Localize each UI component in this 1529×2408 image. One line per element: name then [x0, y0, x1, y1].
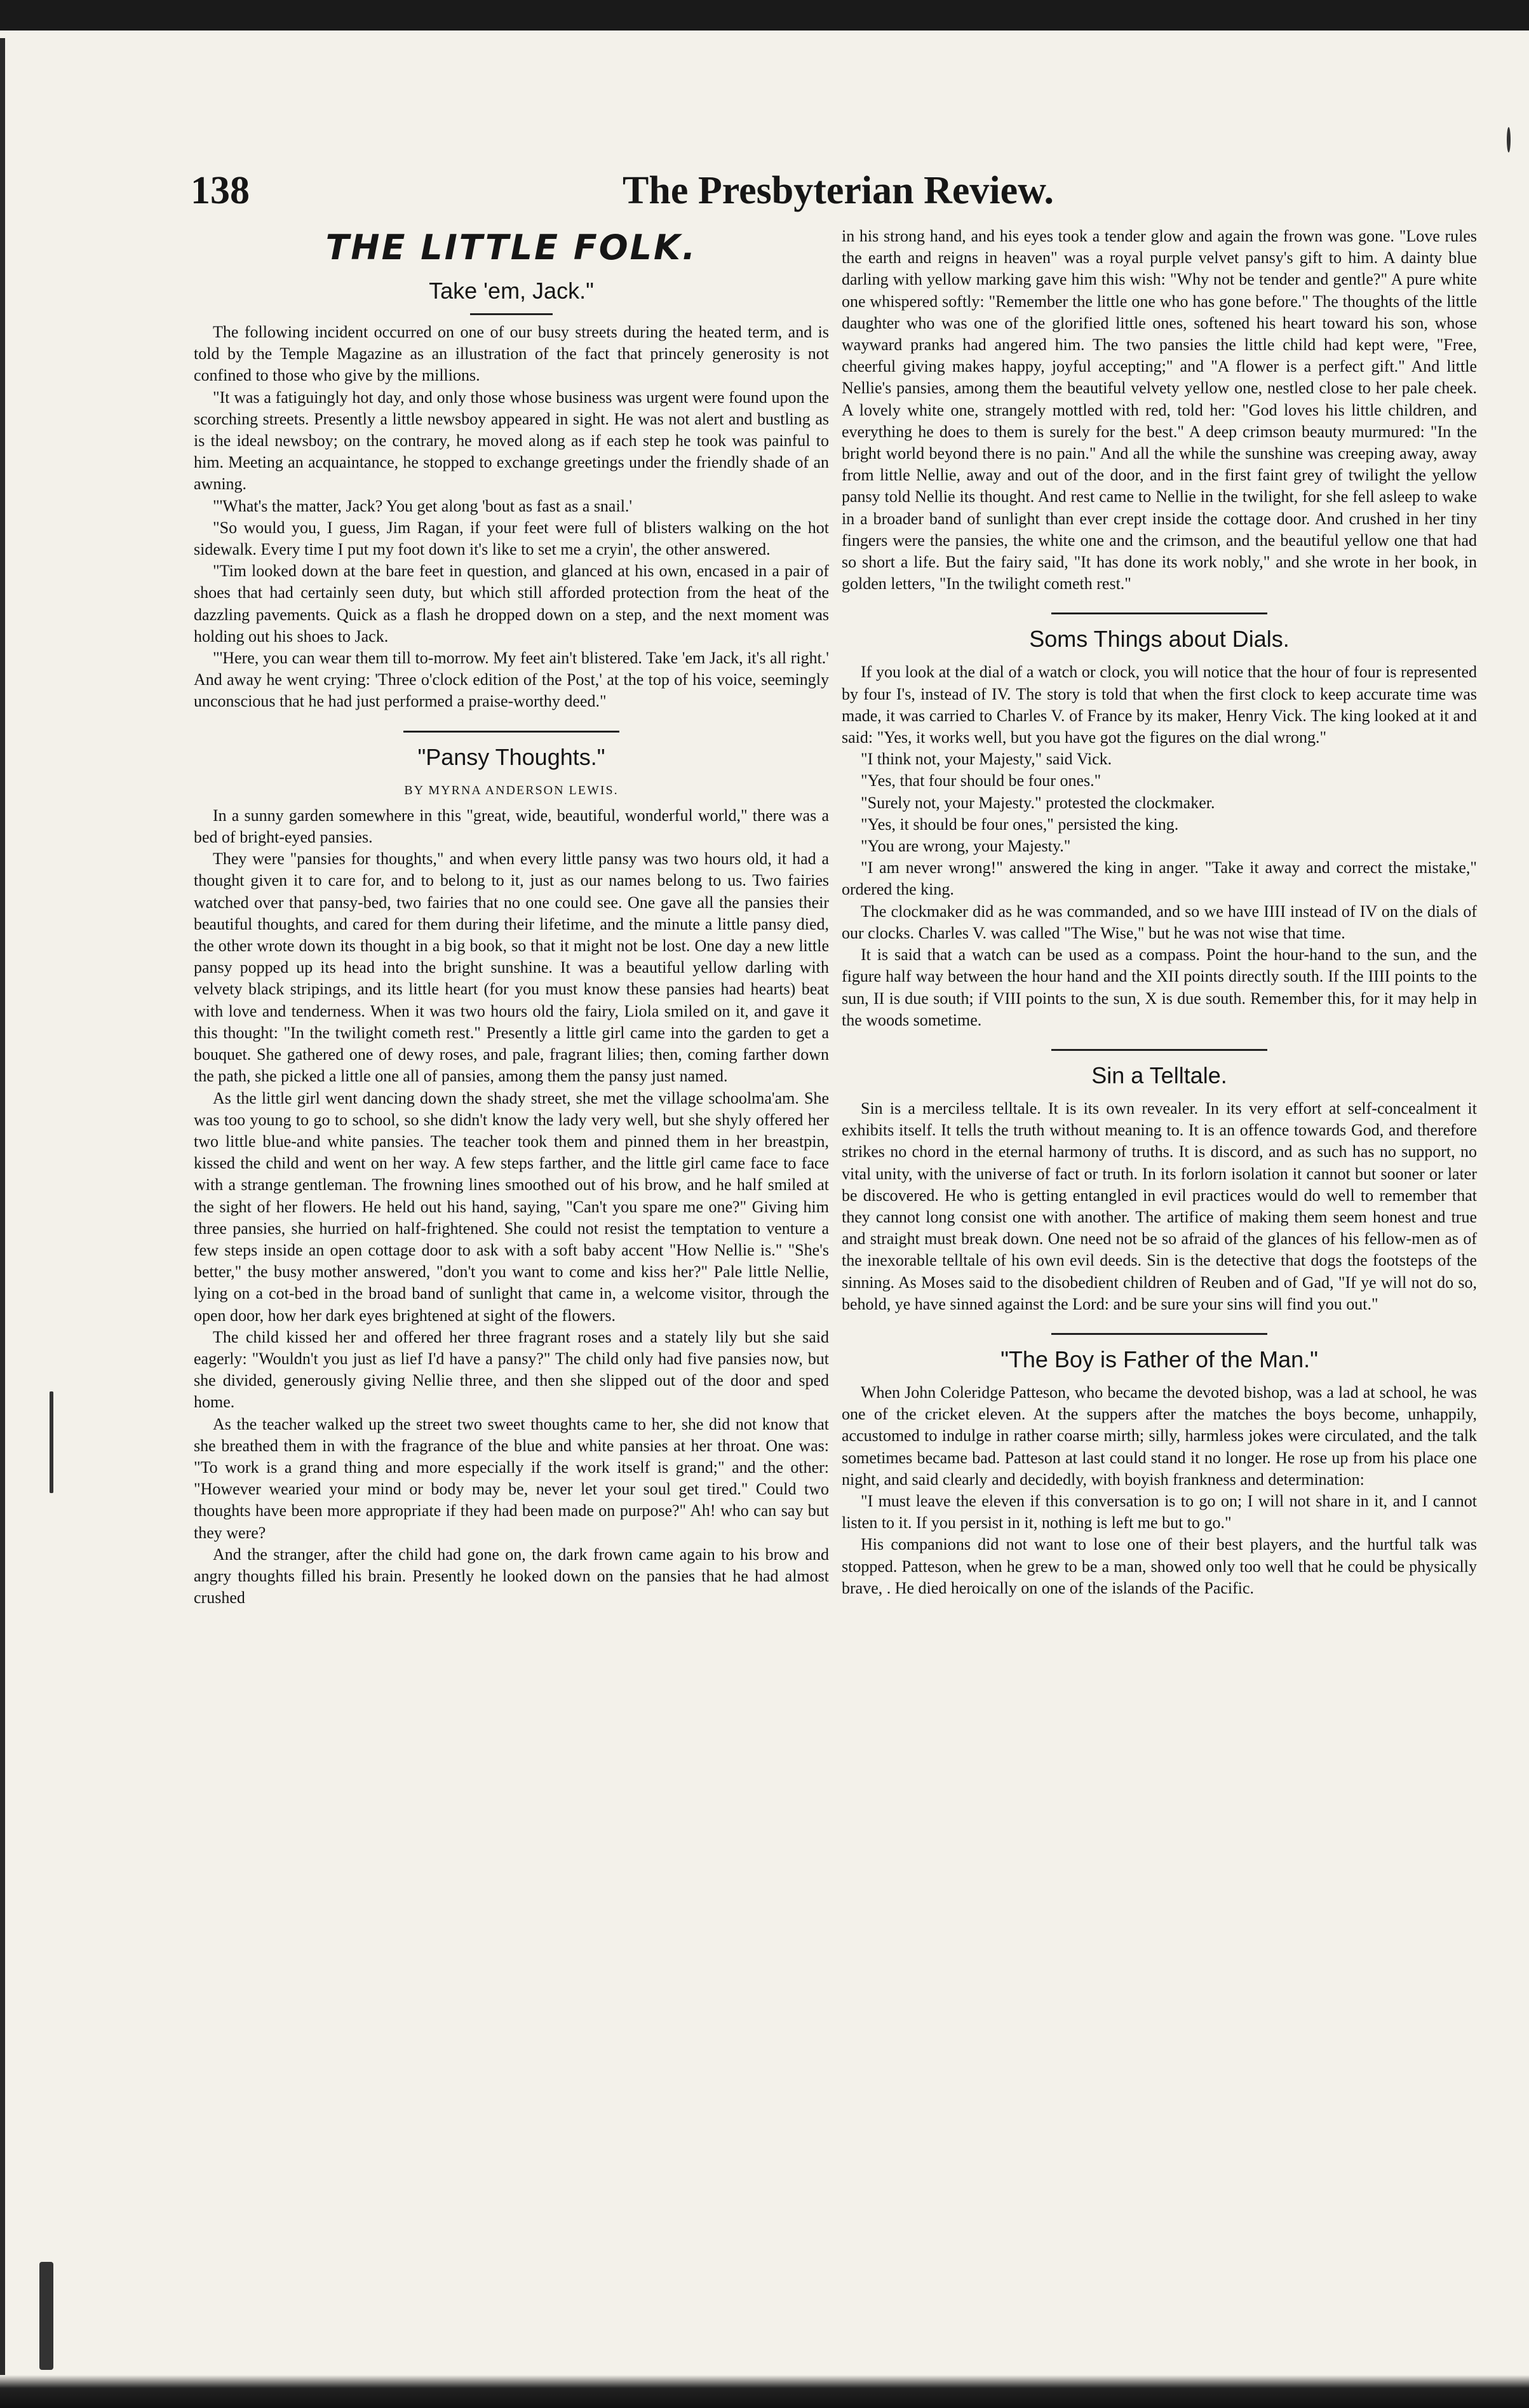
article-paragraph: "I am never wrong!" answered the king in anger. "Take it away and correct the mistake," ordered the king.: [842, 858, 1477, 899]
title-rule: [470, 313, 553, 315]
section-divider: [1051, 612, 1267, 614]
section-divider: [1051, 1049, 1267, 1051]
article-byline: BY MYRNA ANDERSON LEWIS.: [404, 783, 619, 797]
article-paragraph: in his strong hand, and his eyes took a tender glow and again the frown was gone. "Love rules the earth and reigns in heaven" was a royal purple velvet pansy's gift to him. A dainty blue darling with yellow marking gave him this wish: "Why not be tender and gentle?" A pure white one whispered softly: "Remember the little one who has gone before." The thoughts of the little daughter who was one of the glorified little ones, softened his heart toward his son, whose wayward pranks had angered him. The two pansies the little child had kept were, "Free, cheerful giving makes happy, joyful accepting;" and "A flower is a perfect gift." And little Nellie's pansies, among them the beautiful velvety yellow one, nestled close to her pale cheek. A lovely white one, strangely mottled with red, told her: "God loves his little children, and everything he does to them is surely for the best." A deep crimson beauty murmured: "In the bright world beyond there is no pain." And all the while the sunshine was creeping away, away from little Nellie, away and out of the door, and in the first faint grey of twilight the yellow pansy told Nellie its thought. And rest came to Nellie in the twilight, for she fell asleep to wake in a broader band of sunlight than ever crept inside the cottage door. And crushed in her tiny fingers were the pansies, the white one and the crimson, and the beautiful yellow one that had so short a life. But the fairy said, "It has done its work nobly," and she wrote in her book, in golden letters, "In the twilight cometh rest.": [842, 227, 1477, 593]
article-paragraph: It is said that a watch can be used as a compass. Point the hour-hand to the sun, and the figure half way between the hour hand and the XII points directly south. If the IIII points to the sun, II is due south; if VIII points to the sun, X is due south. Remember this, for it may help in the woods sometime.: [842, 945, 1477, 1029]
article-title-pansy: "Pansy Thoughts.": [417, 743, 605, 770]
journal-title: The Presbyterian Review.: [623, 169, 1054, 212]
article-paragraph: As the little girl went dancing down the shady street, she met the village schoolma'am. She was too young to go to school, so she didn't know the lady very well, but she shyly offered her two little blue-and white pansies. The teacher took them and pinned them in her breastpin, kissed the child and went on her way. A few steps farther, and the little girl came face to face with a strange gentleman. The frowning lines smoothed out of his brow, and he half smiled at the sight of her flowers. He held out his hand, saying, "Can't you spare me one?" Giving him three pansies, she hurried on half-frightened. She could not resist the temptation to venture a few steps inside an open cottage door to ask with a soft baby accent "How Nellie is." "She's better," the busy mother answered, "don't you want to come and kiss her?" Pale little Nellie, lying on a cot-bed in the broad band of sunlight that came in, a welcome visitor, through the open door, how her dark eyes brightened at sight of the flowers.: [194, 1088, 829, 1325]
article-paragraph: "'Here, you can wear them till to-morrow. My feet ain't blistered. Take 'em Jack, it's all right.' And away he went crying: 'Three o'clock edition of the Post,' at the top of his voice, seemingly unconscious that he had just performed a praise-worthy deed.": [194, 649, 829, 711]
article-paragraph: The following incident occurred on one of our busy streets during the heated term, and is told by the Temple Magazine as an illustration of the fact that princely generosity is not confined to those who give by the millions.: [194, 323, 829, 385]
article-paragraph: If you look at the dial of a watch or clock, you will notice that the hour of four is represented by four I's, instead of IV. The story is told that when the first clock to keep accurate time was made, it was carried to Charles V. of France by its maker, Henry Vick. The king looked at it and said: "Yes, it works well, but you have got the figures on the dial wrong.": [842, 663, 1477, 747]
article-paragraph: "'What's the matter, Jack? You get along 'bout as fast as a snail.': [213, 496, 633, 515]
article-title-sin: Sin a Telltale.: [1091, 1062, 1227, 1088]
article-paragraph: His companions did not want to lose one of their best players, and the hurtful talk was stopped. Patteson, when he grew to be a man, showed only too well that he could be physically brave, . He died heroically on one of the islands of the Pacific.: [842, 1535, 1477, 1597]
section-divider: [403, 731, 619, 733]
article-paragraph: "It was a fatiguingly hot day, and only those whose business was urgent were found upon the scorching streets. Presently a little newsboy appeared in sight. He was not alert and bustling as is the ideal newsboy; on the contrary, he moved along as if each step he took was painful to him. Meeting an acquaintance, he stopped to exchange greetings under the friendly shade of an awning.: [194, 388, 829, 494]
page-header: [191, 168, 1461, 219]
scan-left-border: [0, 38, 5, 2389]
scan-speck: [1507, 127, 1511, 152]
article-paragraph: "So would you, I guess, Jim Ragan, if your feet were full of blisters walking on the hot sidewalk. Every time I put my foot down it's like to set me a cryin', the other answered.: [194, 518, 829, 559]
scan-speck: [39, 2262, 53, 2370]
article-paragraph: "I must leave the eleven if this conversation is to go on; I will not share in it, and I cannot listen to it. If you persist in it, nothing is left me but to go.": [842, 1491, 1477, 1532]
article-paragraph: "I think not, your Majesty," said Vick.: [861, 750, 1112, 769]
article-paragraph: And the stranger, after the child had gone on, the dark frown came again to his brow and angry thoughts filled his brain. Presently he looked down on the pansies that he had almost crushed: [194, 1545, 829, 1607]
page-number: 138: [191, 169, 250, 212]
right-column: [842, 226, 1477, 1599]
article-paragraph: The child kissed her and offered her three fragrant roses and a stately lily but she said eagerly: "Wouldn't you just as lief I'd have a pansy?" The child only had five pansies now, but she divided, generously giving Nellie three, and then she slipped out of the door and sped home.: [194, 1327, 829, 1412]
scan-top-border: [0, 0, 1529, 30]
section-divider: [1051, 1333, 1267, 1335]
scan-speck: [50, 1391, 53, 1493]
article-paragraph: When John Coleridge Patteson, who became the devoted bishop, was a lad at school, he was one of the cricket eleven. At the suppers after the matches the boys become, unhappily, accustomed to indulge in rather coarse mirth; silly, harmless jokes were circulated, and the talk sometimes became bad. Patteson at last could stand it no longer. He rose up from his place one night, and said clearly and decidedly, with boyish frankness and determination:: [842, 1383, 1477, 1489]
department-title: THE LITTLE FOLK.: [325, 227, 697, 267]
article-paragraph: The clockmaker did as he was commanded, and so we have IIII instead of IV on the dials of our clocks. Charles V. was called "The Wise," but he was not wise that time.: [842, 902, 1477, 942]
article-title-dials: Soms Things about Dials.: [1029, 626, 1290, 653]
article-title-boy: "The Boy is Father of the Man.": [1000, 1346, 1318, 1372]
article-paragraph: "Surely not, your Majesty." protested the clockmaker.: [861, 793, 1215, 812]
article-paragraph: As the teacher walked up the street two sweet thoughts came to her, she did not know that she breathed them in with the fragrance of the blue and white pansies at her throat. One was: "To work is a grand thing and more especially if the work itself is grand;" and the other: "However wearied your mind or body may be, never let your soul get tired." Could two thoughts have been more appropriate if they had been made on purpose?" Ah! who can say but they were?: [194, 1414, 829, 1542]
article-paragraph: "Yes, it should be four ones," persisted the king.: [861, 815, 1179, 834]
article-paragraph: In a sunny garden somewhere in this "great, wide, beautiful, wonderful world," there was a bed of bright-eyed pansies.: [194, 806, 829, 847]
article-paragraph: "You are wrong, your Majesty.": [861, 837, 1071, 856]
article-paragraph: "Yes, that four should be four ones.": [861, 771, 1101, 790]
article-paragraph: "Tim looked down at the bare feet in question, and glanced at his own, encased in a pair of shoes that had certainly seen duty, but which still afforded protection from the heat of the dazzling pavements. Quick as a flash he dropped down on a step, and the next moment was holding out his shoes to Jack.: [194, 562, 829, 646]
scan-bottom-border: [0, 2375, 1529, 2408]
article-paragraph: Sin is a merciless telltale. It is its own revealer. In its very effort at self-concealment it exhibits itself. It tells the truth without meaning to. It is an offence towards God, and therefore strikes no chord in the eternal harmony of truths. It is discord, and as such has no support, no vital unity, with the universe of fact or truth. In its forlorn isolation it cannot but sooner or later be discovered. He who is getting entangled in evil practices would do well to remember that they cannot long consist one with another. The artifice of making them seem honest and true and straight must break down. One need not be so afraid of the glances of his fellow-men as of the inexorable telltale of his own evil deeds. Sin is the detective that dogs the footsteps of the sinning. As Moses said to the disobedient children of Reuben and of Gad, "If ye will not do so, behold, ye have sinned against the Lord: and be sure your sins will find you out.": [842, 1099, 1477, 1313]
article-title-take-em: Take 'em, Jack.": [429, 278, 594, 304]
article-paragraph: They were "pansies for thoughts," and when every little pansy was two hours old, it had a thought given it to care for, and to belong to it, just as our names belong to us. Two fairies watched over that pansy-bed, two fairies that no one could see. One gave all the pansies their beautiful thoughts, and cared for them during their lifetime, and the minute a little pansy died, the other wrote down its thought in a big book, so that it might not be lost. One day a new little pansy popped up its head into the bright sunshine. It was a beautiful yellow darling with velvety black stripings, and its little heart (for you must know these pansies had hearts) beat with love and tenderness. When it was two hours old the fairy, Liola smiled on it, and gave it this thought: "In the twilight cometh rest." Presently a little girl came into the garden to get a bouquet. She gathered one of dewy roses, and pale, fragrant lilies; then, coming farther down the path, she picked a little one all of pansies, among them the pansy just named.: [194, 849, 829, 1086]
left-column: [194, 226, 829, 1609]
